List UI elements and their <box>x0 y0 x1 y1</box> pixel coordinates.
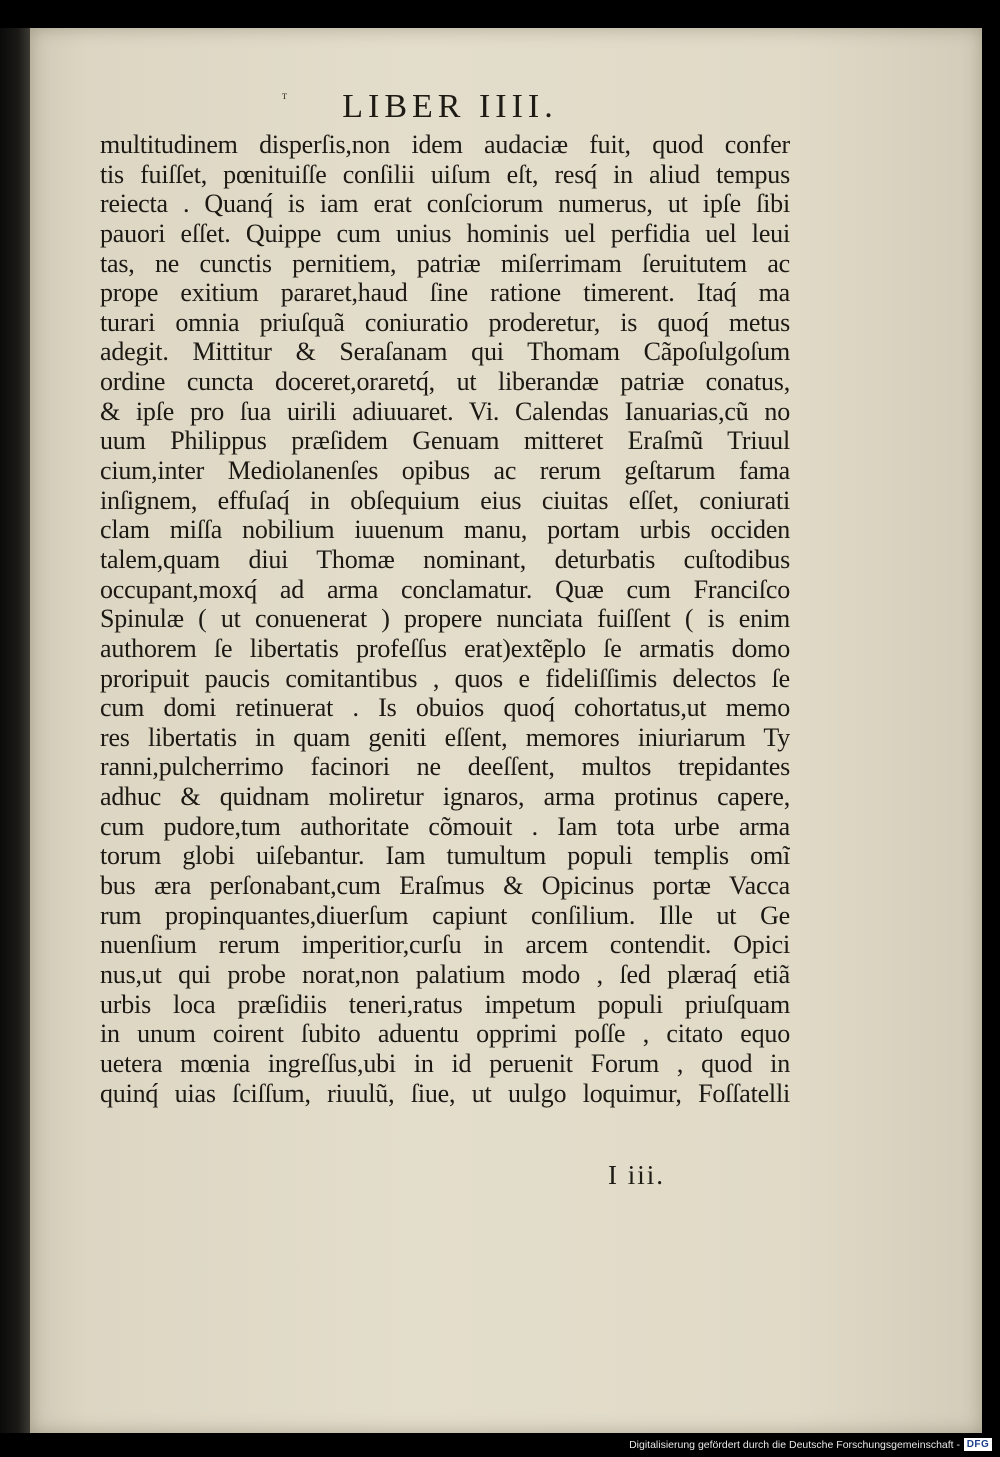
text-line: proripuit paucis comitantibus , quos e fideliſſimis delectos ſe <box>100 663 790 693</box>
dfg-logo: DFG <box>964 1438 992 1451</box>
text-line: cum pudore,tum authoritate cõmouit . Iam tota urbe arma <box>100 811 790 841</box>
text-line: inſignem, effuſaq́ in obſequium eius ciuitas eſſet, coniurati <box>100 485 790 515</box>
text-line: cium,inter Mediolanenſes opibus ac rerum geſtarum fama <box>100 456 790 486</box>
text-line: uum Philippus præſidem Genuam mitteret Eraſmũ Triuul <box>100 426 790 456</box>
text-line: reiecta . Quanq́ is iam erat conſciorum numerus, ut ipſe ſibi <box>100 189 790 219</box>
text-line: adegit. Mittitur & Seraſanam qui Thomam Cãpoſulgoſum <box>100 337 790 367</box>
text-line: res libertatis in quam geniti eſſent, memores iniuriarum Ty <box>100 722 790 752</box>
text-line: torum globi uiſebantur. Iam tumultum populi templis omĩ <box>100 841 790 871</box>
body-text <box>100 130 790 1108</box>
text-line: tis fuiſſet, pœnituiſſe conſilii uiſum eſt, resq́ in aliud tempus <box>100 159 790 189</box>
text-line: bus æra perſonabant,cum Eraſmus & Opicinus portæ Vacca <box>100 871 790 901</box>
text-line: rum propinquantes,diuerſum capiunt conſilium. Ille ut Ge <box>100 900 790 930</box>
text-line: prope exitium pararet,haud ſine ratione timerent. Itaq́ ma <box>100 278 790 308</box>
text-line: authorem ſe libertatis profeſſus erat)extẽplo ſe armatis domo <box>100 633 790 663</box>
signature-mark: I iii. <box>608 1160 665 1190</box>
book-spine-edge <box>0 28 30 1433</box>
text-line: turari omnia priuſquã coniuratio proderetur, is quoq́ metus <box>100 307 790 337</box>
text-line: ordine cuncta doceret,oraretq́, ut liberandæ patriæ conatus, <box>100 367 790 397</box>
text-line: & ipſe pro ſua uirili adiuuaret. Vi. Calendas Ianuarias,cũ no <box>100 396 790 426</box>
text-line: multitudinem disperſis,non idem audaciæ fuit, quod confer <box>100 130 790 159</box>
text-line: cum domi retinuerat . Is obuios quoq́ cohortatus,ut memo <box>100 693 790 723</box>
text-line: nus,ut qui probe norat,non palatium modo , ſed plæraq́ etiã <box>100 959 790 989</box>
printer-mark: ᵀ <box>282 92 288 107</box>
text-line: nuenſium rerum imperitior,curſu in arcem contendit. Opici <box>100 930 790 960</box>
text-line: ranni,pulcherrimo facinori ne deeſſent, multos trepidantes <box>100 752 790 782</box>
text-line: uetera mœnia ingreſſus,ubi in id peruenit Forum , quod in <box>100 1048 790 1078</box>
funding-credit: Digitalisierung gefördert durch die Deutsche Forschungsgemeinschaft - <box>629 1439 960 1451</box>
running-header: LIBER IIII. <box>342 88 558 125</box>
text-line: pauori eſſet. Quippe cum unius hominis uel perfidia uel leui <box>100 218 790 248</box>
text-line: occupant,moxq́ ad arma conclamatur. Quæ cum Franciſco <box>100 574 790 604</box>
text-line: quinq́ uias ſciſſum, riuulũ, ſiue, ut uulgo loquimur, Foſſatelli <box>100 1078 790 1108</box>
text-line: Spinulæ ( ut conuenerat ) propere nunciata fuiſſent ( is enim <box>100 604 790 634</box>
text-line: adhuc & quidnam moliretur ignaros, arma protinus capere, <box>100 782 790 812</box>
text-line: clam miſſa nobilium iuuenum manu, portam urbis occiden <box>100 515 790 545</box>
text-line: tas, ne cunctis pernitiem, patriæ miſerrimam ſeruitutem ac <box>100 248 790 278</box>
text-line: in unum coirent ſubito aduentu opprimi poſſe , citato equo <box>100 1019 790 1049</box>
text-line: talem,quam diui Thomæ nominant, deturbatis cuſtodibus <box>100 544 790 574</box>
text-line: urbis loca præſidiis teneri,ratus impetum populi priuſquam <box>100 989 790 1019</box>
